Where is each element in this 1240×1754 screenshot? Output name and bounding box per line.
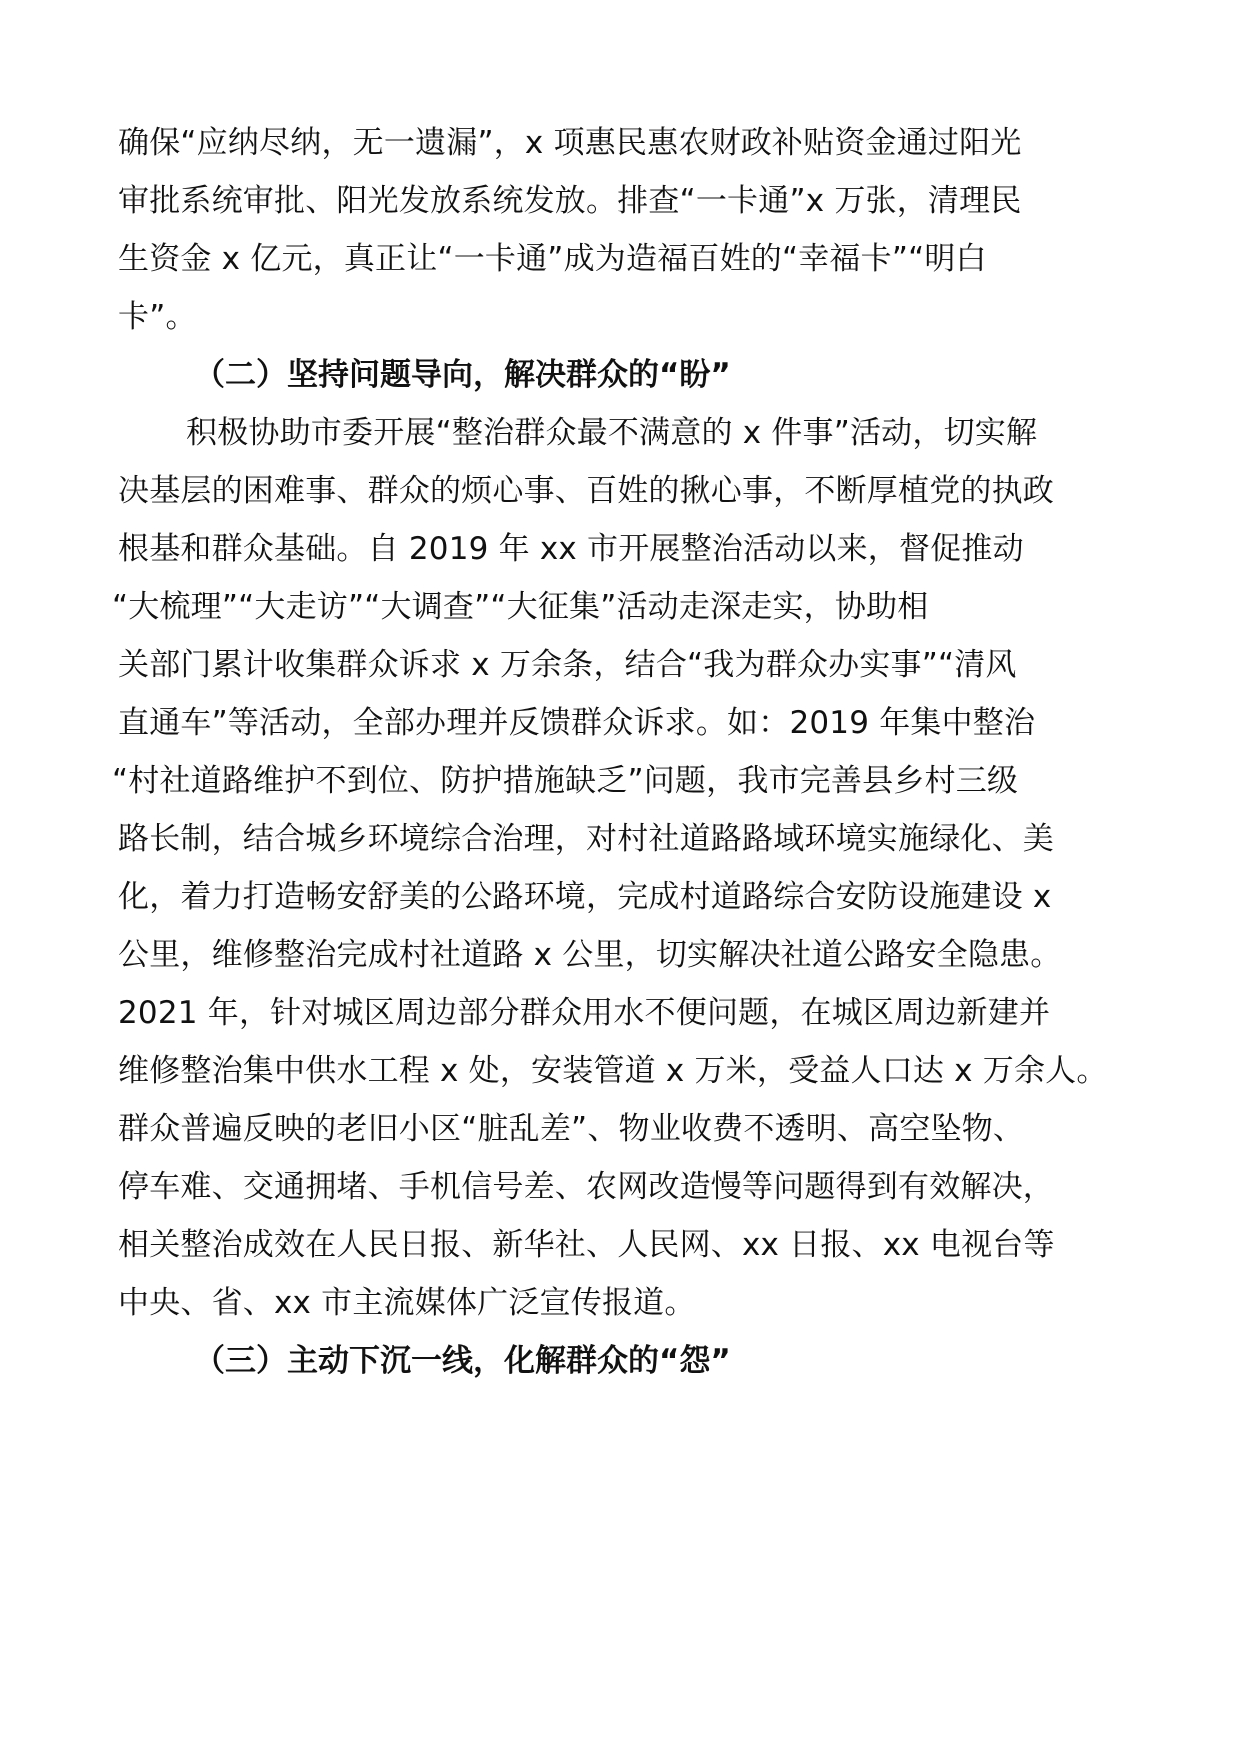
text-line: 确保“应纳尽纳，无一遗漏”，x 项惠民惠农财政补贴资金通过阳光 xyxy=(118,125,1022,161)
text-line: 生资金 x 亿元，真正让“一卡通”成为造福百姓的“幸福卡”“明白 xyxy=(118,241,987,277)
text-line: 卡”。 xyxy=(118,299,197,335)
text-line: 积极协助市委开展“整治群众最不满意的 x 件事”活动，切实解 xyxy=(186,415,1038,451)
text-line: “村社道路维护不到位、防护措施缺乏”问题，我市完善县乡村三级 xyxy=(112,763,1019,799)
text-line: 关部门累计收集群众诉求 x 万余条，结合“我为群众办实事”“清风 xyxy=(118,647,1017,683)
section-heading: （三）主动下沉一线，化解群众的“怨” xyxy=(194,1343,731,1379)
text-line: “大梳理”“大走访”“大调查”“大征集”活动走深走实，协助相 xyxy=(112,589,929,625)
text-line: 2021 年，针对城区周边部分群众用水不便问题，在城区周边新建并 xyxy=(118,995,1051,1031)
text-line: 公里，维修整治完成村社道路 x 公里，切实解决社道公路安全隐患。 xyxy=(118,937,1062,973)
text-line: 直通车”等活动，全部办理并反馈群众诉求。如：2019 年集中整治 xyxy=(118,705,1036,741)
text-line: 路长制，结合城乡环境综合治理，对村社道路路域环境实施绿化、美 xyxy=(118,821,1054,857)
text-line: 停车难、交通拥堵、手机信号差、农网改造慢等问题得到有效解决， xyxy=(118,1169,1054,1205)
text-line: 中央、省、xx 市主流媒体广泛宣传报道。 xyxy=(118,1285,696,1321)
section-heading: （二）坚持问题导向，解决群众的“盼” xyxy=(194,357,731,393)
text-line: 群众普遍反映的老旧小区“脏乱差”、物业收费不透明、高空坠物、 xyxy=(118,1111,1025,1147)
text-line: 维修整治集中供水工程 x 处，安装管道 x 万米，受益人口达 x 万余人。 xyxy=(118,1053,1108,1089)
text-line: 相关整治成效在人民日报、新华社、人民网、xx 日报、xx 电视台等 xyxy=(118,1227,1055,1263)
text-line: 审批系统审批、阳光发放系统发放。排查“一卡通”x 万张，清理民 xyxy=(118,183,1022,219)
text-line: 根基和群众基础。自 2019 年 xx 市开展整治活动以来，督促推动 xyxy=(118,531,1024,567)
text-line: 决基层的困难事、群众的烦心事、百姓的揪心事，不断厚植党的执政 xyxy=(118,473,1054,509)
text-line: 化，着力打造畅安舒美的公路环境，完成村道路综合安防设施建设 x xyxy=(118,879,1052,915)
